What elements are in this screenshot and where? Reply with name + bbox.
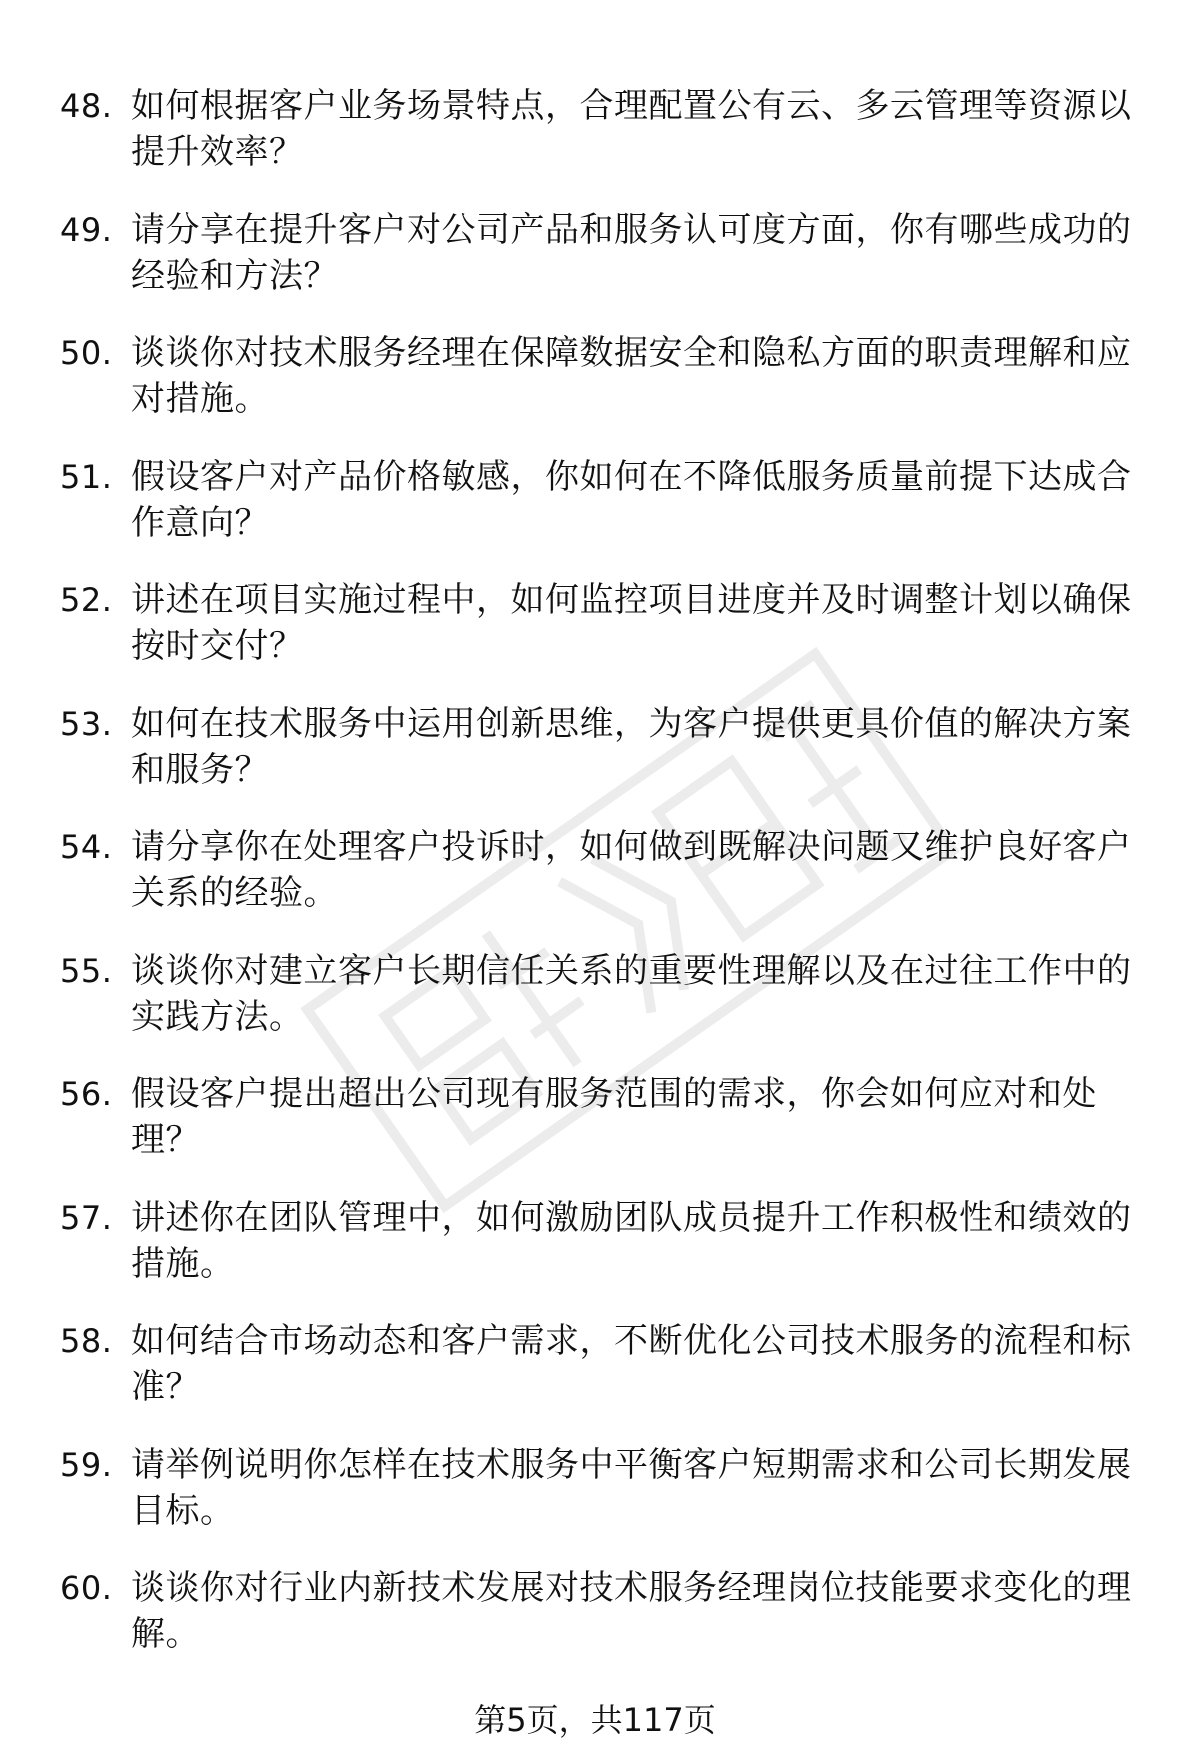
question-number: 48.	[60, 87, 113, 125]
question-text: 谈谈你对技术服务经理在保障数据安全和隐私方面的职责理解和应对措施。	[131, 333, 1132, 419]
question-item	[0, 207, 1190, 331]
question-number: 60.	[60, 1569, 113, 1607]
question-text: 如何在技术服务中运用创新思维，为客户提供更具价值的解决方案和服务？	[131, 703, 1132, 790]
question-item	[0, 701, 1190, 825]
question-item	[0, 1565, 1190, 1689]
question-number: 59.	[60, 1445, 113, 1484]
question-number: 57.	[60, 1198, 113, 1237]
question-item	[0, 577, 1190, 701]
question-item	[0, 330, 1190, 454]
question-number: 49.	[60, 210, 113, 249]
question-list	[0, 83, 1190, 1689]
question-item	[0, 1318, 1190, 1442]
question-item	[0, 1071, 1190, 1195]
question-text: 请举例说明你怎样在技术服务中平衡客户短期需求和公司长期发展目标。	[131, 1444, 1132, 1531]
question-item	[0, 1195, 1190, 1319]
question-text: 谈谈你对建立客户长期信任关系的重要性理解以及在过往工作中的实践方法。	[131, 950, 1132, 1037]
question-number: 56.	[60, 1075, 113, 1113]
question-text: 假设客户对产品价格敏感，你如何在不降低服务质量前提下达成合作意向？	[131, 456, 1132, 543]
question-number: 50.	[60, 334, 113, 372]
page-footer: 第5页，共117页	[474, 1701, 716, 1739]
question-item	[0, 824, 1190, 948]
question-number: 54.	[60, 828, 113, 866]
question-text: 讲述在项目实施过程中，如何监控项目进度并及时调整计划以确保按时交付？	[131, 580, 1132, 666]
question-item	[0, 1442, 1190, 1566]
question-text: 谈谈你对行业内新技术发展对技术服务经理岗位技能要求变化的理解。	[131, 1568, 1132, 1654]
question-text: 请分享你在处理客户投诉时，如何做到既解决问题又维护良好客户关系的经验。	[131, 827, 1132, 913]
question-text: 如何根据客户业务场景特点，合理配置公有云、多云管理等资源以提升效率？	[131, 86, 1132, 172]
question-item	[0, 948, 1190, 1072]
question-text: 请分享在提升客户对公司产品和服务认可度方面，你有哪些成功的经验和方法？	[131, 209, 1132, 296]
question-text: 假设客户提出超出公司现有服务范围的需求，你会如何应对和处理？	[131, 1074, 1097, 1160]
question-number: 55.	[60, 951, 113, 990]
question-number: 53.	[60, 704, 113, 743]
question-item	[0, 454, 1190, 578]
question-number: 51.	[60, 457, 113, 496]
question-number: 52.	[60, 581, 113, 619]
question-number: 58.	[60, 1322, 113, 1360]
question-text: 如何结合市场动态和客户需求，不断优化公司技术服务的流程和标准？	[131, 1321, 1132, 1407]
question-text: 讲述你在团队管理中，如何激励团队成员提升工作积极性和绩效的措施。	[131, 1197, 1132, 1284]
question-item	[0, 83, 1190, 207]
